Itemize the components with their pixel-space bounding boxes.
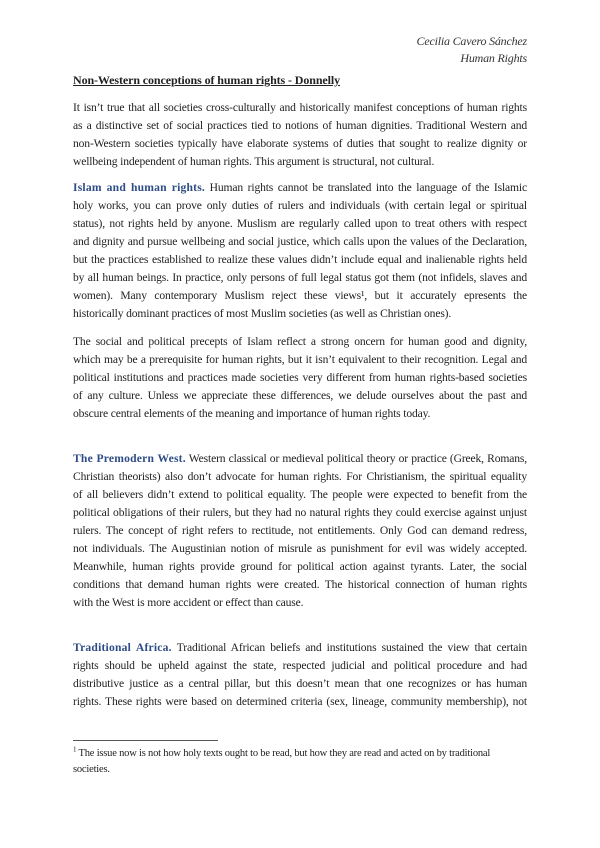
- document-title: Non-Western conceptions of human rights - Donnelly: [73, 73, 341, 87]
- line-text: rights. These rights were based on determined criteria (sex, lineage, community membership), not: [73, 695, 527, 708]
- text-line: [73, 558, 527, 576]
- text-line: [73, 99, 527, 117]
- section-heading: Traditional Africa.: [73, 641, 172, 654]
- text-line: [73, 179, 527, 197]
- header-author: Cecilia Cavero Sánchez: [416, 34, 527, 48]
- text-line: [73, 287, 527, 305]
- paragraph-premodern-west: [73, 450, 527, 612]
- section-heading: The Premodern West.: [73, 452, 186, 465]
- line-text: conditions that demand human rights were created. The historical connection of human rights: [73, 578, 527, 591]
- text-line: [73, 233, 527, 251]
- line-text: political institutions and practices made societies very different from human rights-based societies: [73, 371, 527, 384]
- line-text: The social and political precepts of Islam reflect a strong oncern for human good and dignity,: [73, 335, 527, 348]
- footnote-marker: 1: [73, 745, 77, 754]
- line-text: historically dominant practices of most Muslim societies (as well as Christian ones).: [73, 307, 452, 320]
- line-text: by all human beings. In practice, only persons of full legal status got them (not infidels, slaves and: [73, 271, 527, 284]
- text-line: [73, 135, 527, 153]
- text-line: [73, 215, 527, 233]
- text-line: [73, 333, 527, 351]
- footnote-text: The issue now is not how holy texts ought to be read, but how they are read and acted on by traditional societies.: [73, 748, 491, 775]
- line-text: Meanwhile, human rights provide ground for political action against tyrants. Later, the social: [73, 560, 527, 573]
- line-text: not individuals. The Augustinian notion of misrule as punishment for evil was widely accepted.: [73, 542, 527, 555]
- line-text: as a distinctive set of social practices tied to notions of human dignities. Traditional Western and: [73, 119, 527, 132]
- text-line: [73, 197, 527, 215]
- paragraph-traditional-africa: [73, 639, 527, 711]
- header-course: Human Rights: [460, 51, 527, 65]
- text-line: [73, 269, 527, 287]
- line-text: rights should be upheld against the state, respected judicial and political procedure and had: [73, 659, 527, 672]
- line-text: obscure central elements of the meaning and importance of human rights today.: [73, 407, 431, 420]
- line-text: Western classical or medieval political theory or practice (Greek, Romans,: [185, 452, 527, 465]
- line-text: Human rights cannot be translated into the language of the Islamic: [205, 181, 527, 194]
- text-line: [73, 117, 527, 135]
- line-text: wellbeing independent of human rights. This argument is structural, not cultural.: [73, 155, 435, 168]
- line-text: political obligations of their rulers, but they had no natural rights they could exercise against unjust: [73, 506, 527, 519]
- text-line: [73, 576, 527, 594]
- paragraph-islam: [73, 179, 527, 323]
- line-text: with the West is more accident or effect than cause.: [73, 596, 304, 609]
- text-line: [73, 468, 527, 486]
- text-line: [73, 540, 527, 558]
- footnote: [73, 746, 527, 778]
- line-text: of all believers didn’t extend to political equality. The people were expected to benefit from the: [73, 488, 527, 501]
- line-text: holy works, you can prove only duties of rulers and individuals (with certain legal or spiritual: [73, 199, 527, 212]
- line-text: which may be a prerequisite for human rights, but it isn’t equivalent to their recognition. Legal and: [73, 353, 527, 366]
- text-line: [73, 594, 527, 612]
- line-text: distributive justice as a central pillar, but this doesn’t mean that one recognizes or has human: [73, 677, 527, 690]
- text-line: [73, 305, 527, 323]
- text-line: [73, 369, 527, 387]
- paragraph-intro: [73, 99, 527, 171]
- text-line: [73, 251, 527, 269]
- text-line: [73, 504, 527, 522]
- section-heading: Islam and human rights.: [73, 181, 206, 194]
- text-line: [73, 351, 527, 369]
- line-text: rulers. The concept of right refers to rectitude, not entitlements. Only God can demand redress,: [73, 524, 527, 537]
- text-line: [73, 693, 527, 711]
- line-text: but the practices established to realize these values didn’t include equal and inalienable rights held: [73, 253, 527, 266]
- line-text: Christian theorists) also don’t advocate for human rights. For Christianism, the spiritual equality: [73, 470, 527, 483]
- line-text: status), not rights held by anyone. Muslism are regularly called upon to treat others with respect: [73, 217, 527, 230]
- line-text: Traditional African beliefs and institutions sustained the view that certain: [171, 641, 527, 654]
- text-line: [73, 522, 527, 540]
- text-line: [73, 675, 527, 693]
- line-text: It isn’t true that all societies cross-culturally and historically manifest conceptions of human rights: [73, 101, 527, 114]
- text-line: [73, 657, 527, 675]
- text-line: [73, 387, 527, 405]
- line-text: and dignity and pursue wellbeing and social justice, which calls upon the values of the Declaration,: [73, 235, 527, 248]
- line-text: non-Western societies typically have elaborate systems of duties that sought to realize dignity or: [73, 137, 527, 150]
- line-text: of any culture. Unless we appreciate these differences, we delude ourselves about the past and: [73, 389, 527, 402]
- text-line: [73, 639, 527, 657]
- paragraph-islam-precepts: [73, 333, 527, 423]
- text-line: [73, 405, 527, 423]
- text-line: [73, 450, 527, 468]
- text-line: [73, 486, 527, 504]
- footnote-separator: [73, 740, 218, 741]
- line-text: women). Many contemporary Muslism reject these views¹, but it accurately epresents the: [73, 289, 527, 302]
- text-line: [73, 153, 527, 171]
